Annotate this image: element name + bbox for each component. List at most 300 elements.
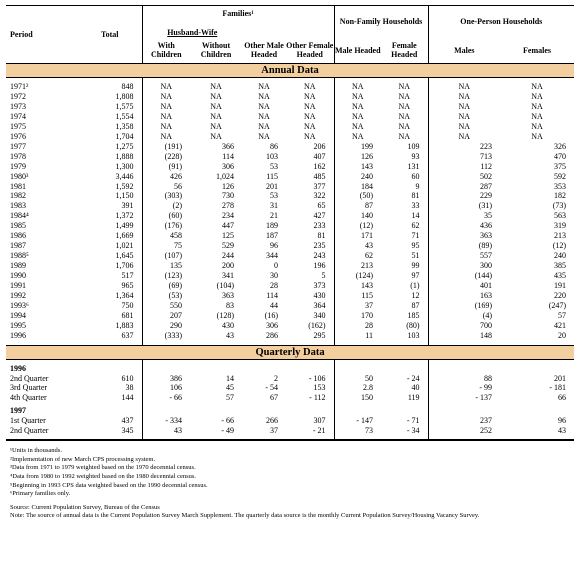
value-cell: 637 <box>121 330 134 340</box>
value-cell: 40 <box>411 383 420 393</box>
col-females: Females <box>523 45 552 55</box>
table-row <box>6 301 574 311</box>
value-cell: 37 <box>334 301 381 311</box>
value-cell: NA <box>334 112 381 122</box>
value-cell: 447 <box>222 221 234 231</box>
value-cell: NA <box>142 102 190 112</box>
value-cell: (144) <box>428 271 500 281</box>
value-cell: - 112 <box>309 392 326 402</box>
col-female-headed: Female Headed <box>391 41 418 60</box>
value-cell: 131 <box>407 161 420 171</box>
period-cell: 1974 <box>10 111 26 121</box>
value-cell: (104) <box>216 281 234 291</box>
table-row <box>6 82 574 92</box>
value-cell: (124) <box>334 271 381 281</box>
value-cell: NA <box>334 102 381 112</box>
footnote: ¹Units in thousands. <box>10 447 62 455</box>
value-cell: 306 <box>222 161 234 171</box>
table-row <box>6 132 574 142</box>
value-cell: 3,446 <box>115 171 134 181</box>
value-cell: 426 <box>142 172 190 182</box>
value-cell: 150 <box>334 393 381 403</box>
value-cell: 295 <box>313 330 326 340</box>
value-cell: 244 <box>222 251 234 261</box>
value-cell: NA <box>303 91 316 101</box>
value-cell: (89) <box>428 241 500 251</box>
value-cell: 201 <box>554 373 567 383</box>
value-cell: 56 <box>142 182 190 192</box>
table-row <box>6 261 574 271</box>
value-cell: 99 <box>411 261 420 271</box>
value-cell: 103 <box>407 330 420 340</box>
footnote: ⁴Data from 1980 to 1992 weighted based on the 1980 decennial census. <box>10 473 197 481</box>
value-cell: 437 <box>121 416 134 426</box>
value-cell: 81 <box>317 231 326 241</box>
value-cell: 750 <box>121 300 134 310</box>
col-families: Families¹ <box>142 6 334 28</box>
value-cell: NA <box>531 101 543 111</box>
period-cell: 1st Quarter <box>10 416 46 426</box>
value-cell: - 66 <box>142 393 190 403</box>
value-cell: NA <box>334 82 381 92</box>
table-row <box>6 321 574 331</box>
value-cell: 385 <box>554 261 567 271</box>
value-cell: NA <box>142 122 190 132</box>
col-nonfamily: Non-Family Households <box>334 6 428 38</box>
value-cell: 306 <box>266 320 278 330</box>
value-cell: 322 <box>313 191 326 201</box>
value-cell: (176) <box>142 221 190 231</box>
value-cell: 2.8 <box>334 383 381 393</box>
value-cell: 28 <box>334 321 381 331</box>
value-cell: 207 <box>142 311 190 321</box>
period-cell: 3rd Quarter <box>10 383 48 393</box>
value-cell: - 99 <box>428 383 500 393</box>
value-cell: 87 <box>334 201 381 211</box>
value-cell: 43 <box>334 241 381 251</box>
value-cell: 50 <box>334 374 381 384</box>
value-cell: 20 <box>558 330 567 340</box>
value-cell: 93 <box>411 151 420 161</box>
value-cell: 592 <box>554 171 567 181</box>
table-row <box>6 221 574 231</box>
value-cell: NA <box>428 92 500 102</box>
value-cell: NA <box>258 111 270 121</box>
value-cell: 83 <box>226 300 234 310</box>
period-cell: 1985 <box>10 221 26 231</box>
table-row <box>6 231 574 241</box>
value-cell: NA <box>142 112 190 122</box>
value-cell: NA <box>428 82 500 92</box>
value-cell: 31 <box>270 201 278 211</box>
value-cell: 185 <box>407 310 420 320</box>
table-row <box>6 271 574 281</box>
col-total: Total <box>101 30 119 39</box>
value-cell: 62 <box>411 221 420 231</box>
value-cell: 234 <box>222 211 234 221</box>
value-cell: 1,499 <box>115 221 134 231</box>
value-cell: 307 <box>313 416 326 426</box>
value-cell: 144 <box>121 392 134 402</box>
table-header <box>6 6 574 64</box>
value-cell: 1,592 <box>115 181 134 191</box>
value-cell: NA <box>428 132 500 142</box>
value-cell: 458 <box>142 231 190 241</box>
value-cell: NA <box>398 82 411 91</box>
value-cell: 12 <box>411 291 420 301</box>
value-cell: 125 <box>222 231 234 241</box>
table-row <box>6 281 574 291</box>
value-cell: (2) <box>142 201 190 211</box>
value-cell: NA <box>531 131 543 141</box>
value-cell: 196 <box>313 261 326 271</box>
value-cell: NA <box>531 82 543 91</box>
value-cell: 65 <box>317 201 326 211</box>
value-cell: 33 <box>411 201 420 211</box>
value-cell: 115 <box>334 291 381 301</box>
value-cell: 252 <box>428 426 500 436</box>
period-cell: 1992 <box>10 291 26 301</box>
period-cell: 1978 <box>10 151 26 161</box>
value-cell: - 334 <box>142 416 190 426</box>
value-cell: 1,888 <box>115 151 134 161</box>
value-cell: 9 <box>415 181 420 191</box>
table-row <box>6 102 574 112</box>
value-cell: 229 <box>428 191 500 201</box>
value-cell: 1,024 <box>216 171 234 181</box>
value-cell: NA <box>303 111 316 121</box>
value-cell: 502 <box>428 172 500 182</box>
value-cell: 366 <box>222 141 234 151</box>
value-cell: (50) <box>334 191 381 201</box>
data-table <box>6 5 574 440</box>
value-cell: 14 <box>226 373 234 383</box>
value-cell: 341 <box>222 271 234 281</box>
value-cell: 266 <box>266 416 278 426</box>
period-cell: 1979 <box>10 161 26 171</box>
table-row <box>6 383 574 393</box>
value-cell: 1,275 <box>115 141 134 151</box>
value-cell: 713 <box>428 152 500 162</box>
value-cell: (12) <box>552 241 567 251</box>
value-cell: 97 <box>411 271 420 281</box>
period-cell: 1972 <box>10 91 26 101</box>
value-cell: (169) <box>428 301 500 311</box>
value-cell: 163 <box>428 291 500 301</box>
value-cell: (80) <box>406 320 420 330</box>
value-cell: 87 <box>411 300 420 310</box>
value-cell: 112 <box>428 162 500 172</box>
value-cell: 373 <box>313 281 326 291</box>
value-cell: 201 <box>266 181 278 191</box>
value-cell: NA <box>303 131 316 141</box>
value-cell: 529 <box>222 241 234 251</box>
footnote-list <box>10 447 570 499</box>
value-cell: NA <box>210 91 222 101</box>
value-cell: NA <box>303 121 316 131</box>
value-cell: 213 <box>334 261 381 271</box>
value-cell: 206 <box>313 141 326 151</box>
value-cell: 223 <box>428 142 500 152</box>
value-cell: NA <box>210 121 222 131</box>
value-cell: NA <box>210 131 222 141</box>
value-cell: NA <box>531 121 543 131</box>
value-cell: 1,150 <box>115 191 134 201</box>
period-cell: 1971² <box>10 82 29 91</box>
value-cell: NA <box>142 132 190 142</box>
value-cell: 114 <box>222 151 234 161</box>
table-row <box>6 291 574 301</box>
value-cell: 1,669 <box>115 231 134 241</box>
value-cell: 240 <box>334 172 381 182</box>
value-cell: 278 <box>222 201 234 211</box>
value-cell: 1,554 <box>115 111 134 121</box>
value-cell: 95 <box>411 241 420 251</box>
value-cell: 162 <box>313 161 326 171</box>
value-cell: 1,808 <box>115 91 134 101</box>
value-cell: 430 <box>222 320 234 330</box>
value-cell: 485 <box>313 171 326 181</box>
value-cell: NA <box>258 91 270 101</box>
value-cell: 103 <box>266 151 278 161</box>
value-cell: NA <box>258 131 270 141</box>
col-males: Males <box>428 38 500 64</box>
value-cell: 135 <box>142 261 190 271</box>
value-cell: 1,575 <box>115 101 134 111</box>
value-cell: NA <box>210 111 222 121</box>
period-cell: 4th Quarter <box>10 392 47 402</box>
value-cell: 106 <box>142 383 190 393</box>
value-cell: NA <box>334 92 381 102</box>
value-cell: 286 <box>266 330 278 340</box>
value-cell: NA <box>258 101 270 111</box>
value-cell: (69) <box>142 281 190 291</box>
value-cell: NA <box>428 112 500 122</box>
value-cell: 436 <box>428 221 500 231</box>
value-cell: 517 <box>121 271 134 281</box>
value-cell: 115 <box>266 171 278 181</box>
value-cell: NA <box>398 91 411 101</box>
value-cell: 375 <box>554 161 567 171</box>
table-row <box>6 331 574 341</box>
value-cell: 287 <box>428 182 500 192</box>
value-cell: (12) <box>334 221 381 231</box>
value-cell: 386 <box>142 374 190 384</box>
period-cell: 1994 <box>10 310 26 320</box>
value-cell: 377 <box>313 181 326 191</box>
period-cell: 1984⁴ <box>10 211 29 221</box>
period-cell: 1995 <box>10 320 26 330</box>
period-cell: 1976 <box>10 131 26 141</box>
value-cell: 243 <box>313 251 326 261</box>
footnote: ⁶Primary families only. <box>10 490 71 498</box>
value-cell: 187 <box>266 231 278 241</box>
value-cell: 421 <box>554 320 567 330</box>
col-period: Period <box>10 30 33 39</box>
annual-data-band: Annual Data <box>6 64 574 78</box>
value-cell: - 34 <box>406 425 420 435</box>
period-cell: 1989 <box>10 261 26 271</box>
value-cell: 148 <box>428 331 500 341</box>
table-row <box>6 241 574 251</box>
value-cell: 126 <box>222 181 234 191</box>
quarterly-data-band: Quarterly Data <box>6 345 574 359</box>
value-cell: - 54 <box>265 383 278 393</box>
value-cell: 37 <box>270 425 278 435</box>
footnotes <box>6 440 574 521</box>
value-cell: (1) <box>410 281 420 291</box>
value-cell: (303) <box>142 191 190 201</box>
value-cell: 114 <box>266 291 278 301</box>
col-other-male: Other Male Headed <box>244 41 284 60</box>
col-husband-wife <box>142 28 242 38</box>
value-cell: 200 <box>222 261 234 271</box>
value-cell: (123) <box>142 271 190 281</box>
period-cell: 1981 <box>10 181 26 191</box>
value-cell: 126 <box>334 152 381 162</box>
value-cell: NA <box>428 102 500 112</box>
value-cell: - 24 <box>406 373 420 383</box>
value-cell: 1,021 <box>115 241 134 251</box>
value-cell: (73) <box>552 201 567 211</box>
value-cell: 189 <box>266 221 278 231</box>
value-cell: NA <box>210 82 222 91</box>
value-cell: 1,358 <box>115 121 134 131</box>
value-cell: 235 <box>313 241 326 251</box>
value-cell: 86 <box>270 141 278 151</box>
value-cell: 681 <box>121 310 134 320</box>
value-cell: 407 <box>313 151 326 161</box>
value-cell: - 181 <box>549 383 567 393</box>
value-cell: 435 <box>554 271 567 281</box>
value-cell: 140 <box>334 211 381 221</box>
period-cell: 1977 <box>10 141 26 151</box>
value-cell: (4) <box>428 311 500 321</box>
value-cell: 53 <box>270 161 278 171</box>
value-cell: 119 <box>407 392 420 402</box>
period-cell: 1982 <box>10 191 26 201</box>
value-cell: 182 <box>554 191 567 201</box>
value-cell: (91) <box>142 162 190 172</box>
quarterly-data-section <box>6 341 574 440</box>
table-row <box>6 201 574 211</box>
value-cell: 28 <box>270 281 278 291</box>
value-cell: 1,704 <box>115 131 134 141</box>
footnote: ⁵Beginning in 1993 CPS data weighted based on the 1990 decennial census. <box>10 481 208 489</box>
value-cell: 363 <box>222 291 234 301</box>
husband-wife-label: Husband-Wife <box>167 28 218 37</box>
methodology-note: Note: The source of annual data is the Current Population Survey March Supplement. The quarterly data source is the monthly Current Population Survey/Housing Vacancy Survey. <box>10 512 480 520</box>
value-cell: 53 <box>270 191 278 201</box>
table-row <box>6 211 574 221</box>
value-cell: 550 <box>142 301 190 311</box>
value-cell: - 106 <box>308 373 326 383</box>
value-cell: - 137 <box>428 393 500 403</box>
table-row <box>6 182 574 192</box>
value-cell: 171 <box>334 231 381 241</box>
value-cell: (16) <box>264 310 278 320</box>
value-cell: (31) <box>428 201 500 211</box>
value-cell: NA <box>398 101 411 111</box>
value-cell: 57 <box>558 310 567 320</box>
value-cell: 345 <box>121 425 134 435</box>
value-cell: 1,706 <box>115 261 134 271</box>
value-cell: 62 <box>334 251 381 261</box>
value-cell: 470 <box>554 151 567 161</box>
value-cell: 73 <box>334 426 381 436</box>
value-cell: - 71 <box>406 416 420 426</box>
period-cell: 1975 <box>10 121 26 131</box>
value-cell: - 49 <box>221 425 234 435</box>
value-cell: (162) <box>308 320 326 330</box>
value-cell: NA <box>258 82 270 91</box>
value-cell: 38 <box>125 383 134 393</box>
table-row <box>6 162 574 172</box>
value-cell: 88 <box>428 374 500 384</box>
value-cell: 1,645 <box>115 251 134 261</box>
value-cell: 143 <box>334 162 381 172</box>
value-cell: - 147 <box>334 416 381 426</box>
table-row <box>6 191 574 201</box>
period-cell: 1986 <box>10 231 26 241</box>
value-cell: 43 <box>226 330 234 340</box>
value-cell: 43 <box>142 426 190 436</box>
value-cell: 213 <box>554 231 567 241</box>
value-cell: (333) <box>142 331 190 341</box>
value-cell: 290 <box>142 321 190 331</box>
value-cell: NA <box>142 92 190 102</box>
value-cell: 401 <box>428 281 500 291</box>
table-row <box>6 393 574 403</box>
table-row <box>6 311 574 321</box>
value-cell: 71 <box>411 231 420 241</box>
period-cell: 1990 <box>10 271 26 281</box>
value-cell: NA <box>398 131 411 141</box>
value-cell: 391 <box>121 201 134 211</box>
value-cell: 44 <box>270 300 278 310</box>
table-row <box>6 152 574 162</box>
value-cell: 143 <box>334 281 381 291</box>
value-cell: NA <box>142 82 190 92</box>
value-cell: 67 <box>270 392 278 402</box>
source-note: Source: Current Population Survey, Bureau of the Census <box>10 503 160 511</box>
value-cell: 30 <box>270 271 278 281</box>
value-cell: 60 <box>411 171 420 181</box>
value-cell: 319 <box>554 221 567 231</box>
value-cell: NA <box>303 101 316 111</box>
value-cell: (60) <box>142 211 190 221</box>
footnote: ³Data from 1971 to 1979 weighted based on the 1970 decennial census. <box>10 464 196 472</box>
table-row <box>6 112 574 122</box>
value-cell: 5 <box>321 271 326 281</box>
annual-data-section <box>6 64 574 341</box>
period-cell: 1996 <box>10 330 26 340</box>
value-cell: 300 <box>428 261 500 271</box>
value-cell: 153 <box>313 383 326 393</box>
value-cell: 81 <box>411 191 420 201</box>
value-cell: 43 <box>558 425 567 435</box>
value-cell: 430 <box>313 291 326 301</box>
table-row <box>6 142 574 152</box>
value-cell: 2 <box>274 373 278 383</box>
value-cell: 1,364 <box>115 291 134 301</box>
value-cell: NA <box>258 121 270 131</box>
value-cell: - 21 <box>312 425 326 435</box>
value-cell: 233 <box>313 221 326 231</box>
period-cell: 1987 <box>10 241 26 251</box>
value-cell: 0 <box>274 261 278 271</box>
household-formation-table-document <box>6 5 574 521</box>
